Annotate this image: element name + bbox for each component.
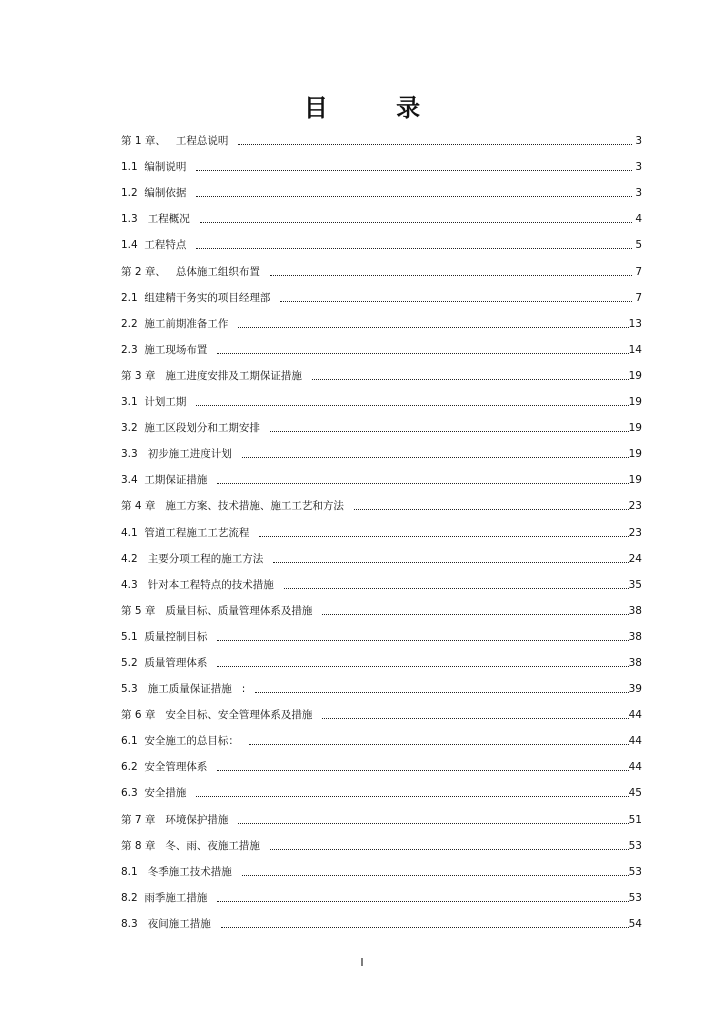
toc-dot-leader — [196, 170, 632, 171]
toc-entry-label: 第 3 章 施工进度安排及工期保证措施 — [121, 369, 302, 382]
toc-dot-leader — [238, 327, 628, 328]
toc-dot-leader — [354, 509, 629, 510]
toc-entry-page: 24 — [628, 552, 642, 565]
toc-entry — [121, 174, 642, 200]
toc-entry-label: 第 5 章 质量目标、质量管理体系及措施 — [121, 604, 313, 617]
toc-entry-label: 8.1 冬季施工技术措施 — [121, 865, 232, 878]
toc-dot-leader — [242, 457, 629, 458]
toc-dot-leader — [196, 196, 632, 197]
toc-entry-page: 3 — [635, 135, 642, 148]
toc-dot-leader — [196, 248, 632, 249]
toc-entry — [121, 122, 642, 148]
toc-dot-leader — [238, 823, 628, 824]
toc-entry-page: 5 — [635, 239, 642, 252]
toc-entry-label: 2.3 施工现场布置 — [121, 343, 208, 356]
toc-entry — [121, 331, 642, 357]
toc-entry — [121, 461, 642, 487]
toc-entry — [121, 252, 642, 278]
toc-entry-page: 3 — [635, 187, 642, 200]
toc-entry-label: 4.2 主要分项工程的施工方法 — [121, 552, 264, 565]
toc-entry-page: 38 — [628, 604, 642, 617]
toc-dot-leader — [217, 353, 628, 354]
toc-dot-leader — [322, 718, 628, 719]
toc-entry-label: 6.3 安全措施 — [121, 787, 187, 800]
toc-entry — [121, 618, 642, 644]
toc-dot-leader — [259, 536, 628, 537]
toc-entry-page: 39 — [628, 683, 642, 696]
toc-entry-page: 53 — [628, 891, 642, 904]
toc-entry — [121, 487, 642, 513]
toc-entry-label: 1.1 编制说明 — [121, 161, 187, 174]
toc-dot-leader — [273, 562, 628, 563]
toc-entry — [121, 383, 642, 409]
toc-entry — [121, 905, 642, 931]
toc-dot-leader — [284, 588, 629, 589]
toc-entry — [121, 357, 642, 383]
toc-entry — [121, 722, 642, 748]
toc-entry-label: 4.3 针对本工程特点的技术措施 — [121, 578, 274, 591]
toc-dot-leader — [196, 796, 628, 797]
toc-entry — [121, 305, 642, 331]
toc-entry — [121, 853, 642, 879]
toc-entry-page: 4 — [635, 213, 642, 226]
toc-entry-label: 5.3 施工质量保证措施 : — [121, 683, 246, 696]
toc-entry-page: 35 — [628, 578, 642, 591]
toc-entry — [121, 435, 642, 461]
toc-entry-page: 44 — [628, 709, 642, 722]
toc-entry-label: 1.3 工程概况 — [121, 213, 190, 226]
toc-dot-leader — [270, 275, 632, 276]
toc-entry-label: 8.3 夜间施工措施 — [121, 917, 211, 930]
toc-entry-label: 第 1 章、 工程总说明 — [121, 135, 229, 148]
toc-entry — [121, 566, 642, 592]
toc-entry — [121, 748, 642, 774]
toc-dot-leader — [238, 144, 632, 145]
toc-entry-page: 38 — [628, 630, 642, 643]
toc-entry — [121, 540, 642, 566]
toc-entry-label: 第 8 章 冬、雨、夜施工措施 — [121, 839, 260, 852]
toc-dot-leader — [312, 379, 629, 380]
toc-entry-label: 5.2 质量管理体系 — [121, 656, 208, 669]
toc-dot-leader — [270, 431, 629, 432]
toc-entry — [121, 148, 642, 174]
toc-entry — [121, 409, 642, 435]
toc-entry — [121, 279, 642, 305]
toc-entry-page: 53 — [628, 839, 642, 852]
toc-entry-label: 1.2 编制依据 — [121, 187, 187, 200]
toc-entry-page: 44 — [628, 761, 642, 774]
toc-entry-page: 19 — [628, 474, 642, 487]
toc-entry-page: 23 — [628, 500, 642, 513]
toc-entry-label: 第 2 章、 总体施工组织布置 — [121, 265, 260, 278]
toc-entry-page: 19 — [628, 369, 642, 382]
toc-dot-leader — [221, 927, 629, 928]
toc-entry-label: 4.1 管道工程施工工艺流程 — [121, 526, 250, 539]
toc-dot-leader — [196, 405, 628, 406]
toc-entry-label: 第 7 章 环境保护措施 — [121, 813, 229, 826]
toc-entry — [121, 513, 642, 539]
toc-entry-page: 3 — [635, 161, 642, 174]
toc-entry-label: 1.4 工程特点 — [121, 239, 187, 252]
toc-dot-leader — [280, 301, 632, 302]
toc-dot-leader — [217, 483, 628, 484]
toc-entry-page: 7 — [635, 291, 642, 304]
toc-entry-label: 第 6 章 安全目标、安全管理体系及措施 — [121, 709, 313, 722]
toc-entry-label: 3.3 初步施工进度计划 — [121, 448, 232, 461]
toc-entry-label: 3.4 工期保证措施 — [121, 474, 208, 487]
toc-entry-label: 6.1 安全施工的总目标： — [121, 735, 239, 748]
page-title: 目 录 — [303, 94, 451, 122]
toc-entry-label: 2.1 组建精干务实的项目经理部 — [121, 291, 271, 304]
toc-entry-page: 13 — [628, 317, 642, 330]
toc-dot-leader — [217, 666, 628, 667]
toc-entry-page: 19 — [628, 448, 642, 461]
toc-dot-leader — [217, 640, 628, 641]
toc-entry — [121, 592, 642, 618]
toc-entry-label: 6.2 安全管理体系 — [121, 761, 208, 774]
toc-dot-leader — [242, 875, 629, 876]
toc-entry-page: 19 — [628, 422, 642, 435]
toc-entry — [121, 774, 642, 800]
toc-entry-page: 38 — [628, 656, 642, 669]
toc-entry-page: 51 — [628, 813, 642, 826]
toc-entry-page: 45 — [628, 787, 642, 800]
toc-entry — [121, 644, 642, 670]
toc-entry — [121, 696, 642, 722]
toc-entry-page: 53 — [628, 865, 642, 878]
toc-entry — [121, 670, 642, 696]
toc-entry-page: 44 — [628, 735, 642, 748]
table-of-contents — [121, 122, 642, 931]
toc-entry-label: 2.2 施工前期准备工作 — [121, 317, 229, 330]
toc-dot-leader — [217, 770, 628, 771]
toc-dot-leader — [200, 222, 632, 223]
toc-dot-leader — [255, 692, 628, 693]
toc-dot-leader — [322, 614, 628, 615]
toc-entry — [121, 827, 642, 853]
toc-entry — [121, 800, 642, 826]
toc-dot-leader — [249, 744, 629, 745]
toc-entry-page: 54 — [628, 917, 642, 930]
toc-entry-label: 3.1 计划工期 — [121, 396, 187, 409]
toc-entry-page: 14 — [628, 343, 642, 356]
toc-entry-page: 23 — [628, 526, 642, 539]
toc-entry-label: 第 4 章 施工方案、技术措施、施工工艺和方法 — [121, 500, 344, 513]
toc-entry — [121, 879, 642, 905]
toc-entry-label: 8.2 雨季施工措施 — [121, 891, 208, 904]
toc-entry-page: 7 — [635, 265, 642, 278]
toc-entry-page: 19 — [628, 396, 642, 409]
toc-entry — [121, 200, 642, 226]
page-number: I — [360, 956, 364, 969]
toc-dot-leader — [217, 901, 628, 902]
toc-entry — [121, 226, 642, 252]
toc-dot-leader — [270, 849, 629, 850]
toc-entry-label: 5.1 质量控制目标 — [121, 630, 208, 643]
toc-entry-label: 3.2 施工区段划分和工期安排 — [121, 422, 260, 435]
